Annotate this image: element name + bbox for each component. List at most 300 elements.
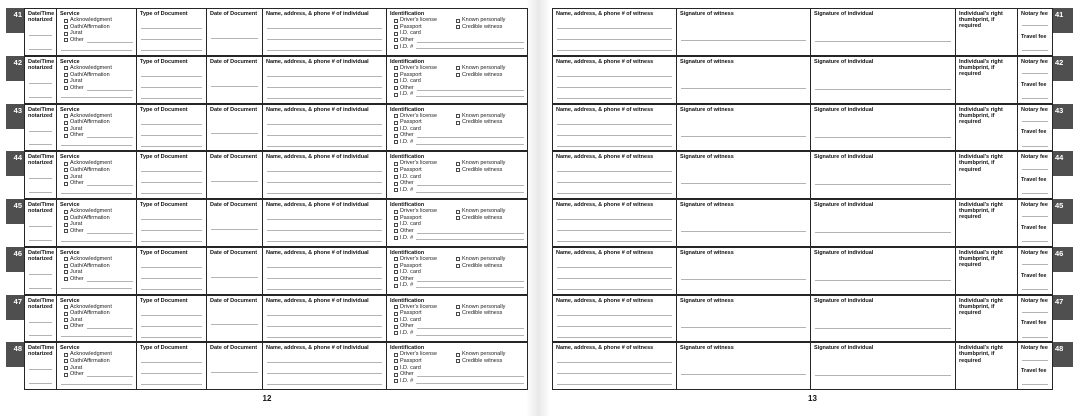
writing-line — [141, 124, 202, 125]
date-of-document-label: Date of Document — [210, 345, 258, 352]
checkbox-icon — [64, 25, 68, 29]
writing-line — [417, 372, 524, 377]
id-option-passport: Passport — [387, 263, 449, 270]
checkbox-icon — [394, 379, 398, 383]
thumbprint-cell — [956, 296, 1018, 342]
checkbox-icon — [394, 216, 398, 220]
id-option-id-card: I.D. card — [387, 269, 527, 276]
writing-line — [29, 383, 52, 384]
notary-fee-label: Notary fee — [1021, 106, 1048, 113]
row-number-badge: 45 — [6, 199, 24, 224]
date-of-document-cell — [207, 200, 263, 246]
checkbox-icon — [64, 366, 68, 370]
date-of-document-label: Date of Document — [210, 202, 258, 208]
signature-of-witness-cell — [677, 343, 811, 389]
date-of-document-label: Date of Document — [210, 297, 258, 304]
id-option-id-card: I.D. card — [387, 365, 527, 372]
journal-entry-row — [6, 8, 528, 56]
type-of-document-label: Type of Document — [140, 154, 188, 161]
checkbox-icon — [456, 114, 460, 118]
date-of-document-cell — [207, 296, 263, 342]
service-option-acknowledgment: Acknowledgment — [57, 208, 136, 215]
datetime-notarized-label: Date/Time notarized — [28, 297, 55, 310]
writing-line — [267, 182, 382, 183]
checkbox-icon — [456, 121, 460, 125]
individual-info-cell — [263, 248, 387, 294]
service-option-jurat: Jurat — [57, 30, 136, 37]
signature-of-individual-cell — [811, 105, 956, 151]
writing-line — [87, 86, 133, 91]
row-number-badge: 42 — [1053, 56, 1073, 81]
signature-of-witness-cell — [677, 200, 811, 246]
checkbox-icon — [64, 257, 68, 261]
signature-line — [815, 184, 951, 185]
individual-info-label: Name, address, & phone # of individual — [266, 106, 369, 113]
checkbox-icon — [456, 353, 460, 357]
witness-info-cell — [553, 248, 677, 294]
signature-of-witness-label: Signature of witness — [680, 297, 734, 304]
signature-of-witness-cell — [677, 248, 811, 294]
identification-options-row — [387, 263, 527, 270]
row-number-badge: 47 — [6, 295, 24, 320]
checkbox-icon — [394, 359, 398, 363]
writing-line — [29, 274, 52, 275]
writing-line — [1022, 50, 1048, 51]
fees-cell — [1018, 296, 1052, 342]
id-option-drivers-license: Driver's license — [387, 17, 449, 24]
id-option-id-card: I.D. card — [387, 30, 527, 37]
service-option-acknowledgment: Acknowledgment — [57, 256, 136, 263]
type-of-document-label: Type of Document — [140, 345, 188, 352]
id-option-known-personally: Known personally — [449, 65, 527, 72]
date-of-document-cell — [207, 9, 263, 55]
journal-entry-row — [552, 151, 1073, 199]
writing-line — [417, 86, 524, 91]
writing-line — [141, 289, 202, 290]
witness-info-label: Name, address, & phone # of witness — [556, 249, 654, 256]
fees-cell — [1018, 9, 1052, 55]
writing-line — [87, 229, 133, 234]
thumbprint-cell — [956, 105, 1018, 151]
checkbox-icon — [394, 331, 398, 335]
writing-line — [141, 337, 202, 338]
datetime-notarized-label: Date/Time notarized — [28, 249, 55, 262]
signature-line — [681, 136, 806, 137]
writing-line — [87, 133, 133, 138]
writing-line — [141, 50, 202, 51]
checkbox-icon — [394, 284, 398, 288]
journal-entry-row — [6, 104, 528, 152]
id-option-known-personally: Known personally — [449, 113, 527, 120]
checkbox-icon — [394, 127, 398, 131]
writing-line — [267, 39, 382, 40]
witness-info-label: Name, address, & phone # of witness — [556, 202, 654, 208]
identification-options-row — [387, 215, 527, 222]
writing-line — [61, 50, 132, 51]
writing-line — [1022, 121, 1048, 122]
writing-line — [416, 140, 524, 145]
writing-line — [557, 384, 672, 385]
datetime-notarized-cell — [25, 200, 57, 246]
type-of-document-cell — [137, 343, 207, 389]
signature-line — [815, 137, 951, 138]
service-cell — [57, 296, 137, 342]
entry-cells — [24, 56, 528, 104]
checkbox-icon — [64, 182, 68, 186]
writing-line — [267, 98, 382, 99]
datetime-notarized-cell — [25, 296, 57, 342]
writing-line — [1022, 169, 1048, 170]
identification-label: Identification — [390, 11, 425, 17]
signature-of-witness-label: Signature of witness — [680, 154, 734, 161]
writing-line — [416, 379, 524, 384]
writing-line — [211, 229, 258, 230]
individual-info-label: Name, address, & phone # of individual — [266, 297, 369, 304]
writing-line — [557, 326, 672, 327]
checkbox-icon — [394, 25, 398, 29]
type-of-document-cell — [137, 57, 207, 103]
checkbox-icon — [394, 257, 398, 261]
writing-line — [267, 135, 382, 136]
writing-line — [557, 278, 672, 279]
witness-info-cell — [553, 57, 677, 103]
writing-line — [267, 315, 382, 316]
service-label: Service — [60, 154, 80, 161]
id-option-drivers-license: Driver's license — [387, 304, 449, 311]
writing-line — [29, 369, 52, 370]
writing-line — [1022, 384, 1048, 385]
checkbox-icon — [394, 236, 398, 240]
notary-fee-label: Notary fee — [1021, 58, 1048, 65]
checkbox-icon — [64, 121, 68, 125]
writing-line — [29, 144, 52, 145]
service-option-other: Other — [57, 132, 136, 139]
row-number-column — [1053, 104, 1073, 152]
checkbox-icon — [394, 264, 398, 268]
identification-label: Identification — [390, 345, 425, 352]
service-option-acknowledgment: Acknowledgment — [57, 160, 136, 167]
identification-label: Identification — [390, 58, 425, 65]
row-number-column — [6, 247, 24, 295]
identification-cell — [387, 343, 527, 389]
identification-cell — [387, 9, 527, 55]
entry-cells — [552, 104, 1053, 152]
writing-line — [557, 362, 672, 363]
date-of-document-cell — [207, 57, 263, 103]
checkbox-icon — [394, 19, 398, 23]
service-option-acknowledgment: Acknowledgment — [57, 351, 136, 358]
writing-line — [87, 38, 133, 43]
date-of-document-label: Date of Document — [210, 106, 258, 113]
row-number-badge: 45 — [1053, 199, 1073, 224]
row-number-badge: 44 — [1053, 151, 1073, 176]
type-of-document-label: Type of Document — [140, 58, 188, 65]
signature-of-witness-label: Signature of witness — [680, 202, 734, 208]
row-number-column — [1053, 295, 1073, 343]
identification-label: Identification — [390, 297, 425, 304]
checkbox-icon — [394, 182, 398, 186]
checkbox-icon — [394, 79, 398, 83]
checkbox-icon — [394, 140, 398, 144]
checkbox-icon — [456, 312, 460, 316]
signature-line — [815, 89, 951, 90]
checkbox-icon — [64, 264, 68, 268]
individual-info-label: Name, address, & phone # of individual — [266, 58, 369, 65]
id-option-id-card: I.D. card — [387, 317, 527, 324]
writing-line — [29, 322, 52, 323]
signature-of-individual-label: Signature of individual — [814, 58, 874, 65]
id-option-passport: Passport — [387, 24, 449, 31]
datetime-notarized-label: Date/Time notarized — [28, 106, 55, 119]
writing-line — [29, 131, 52, 132]
journal-entry-row — [6, 295, 528, 343]
identification-options-row — [387, 24, 527, 31]
fees-cell — [1018, 200, 1052, 246]
writing-line — [61, 145, 132, 146]
travel-fee-label: Travel fee — [1021, 81, 1047, 88]
service-cell — [57, 343, 137, 389]
id-option-id-number: I.D. # — [387, 139, 527, 146]
writing-line — [417, 38, 524, 43]
writing-line — [557, 171, 672, 172]
service-option-other: Other — [57, 37, 136, 44]
checkbox-icon — [64, 114, 68, 118]
writing-line — [267, 146, 382, 147]
id-option-id-number: I.D. # — [387, 378, 527, 385]
checkbox-icon — [394, 366, 398, 370]
service-option-acknowledgment: Acknowledgment — [57, 17, 136, 24]
id-option-drivers-license: Driver's license — [387, 160, 449, 167]
writing-line — [267, 193, 382, 194]
thumbprint-label: Individual's right thumbprint, if required — [959, 297, 1003, 316]
checkbox-icon — [394, 210, 398, 214]
entry-cells — [24, 199, 528, 247]
type-of-document-cell — [137, 9, 207, 55]
datetime-notarized-cell — [25, 9, 57, 55]
signature-line — [815, 328, 951, 329]
writing-line — [87, 372, 133, 377]
fees-cell — [1018, 152, 1052, 198]
identification-options-row — [387, 310, 527, 317]
service-option-oath-affirmation: Oath/Affirmation — [57, 215, 136, 222]
writing-line — [1022, 216, 1048, 217]
writing-line — [267, 230, 382, 231]
row-number-column — [1053, 342, 1073, 390]
writing-line — [267, 384, 382, 385]
identification-cell — [387, 248, 527, 294]
service-option-oath-affirmation: Oath/Affirmation — [57, 167, 136, 174]
writing-line — [267, 289, 382, 290]
writing-line — [141, 230, 202, 231]
signature-of-witness-label: Signature of witness — [680, 345, 734, 352]
checkbox-icon — [456, 257, 460, 261]
id-option-id-card: I.D. card — [387, 78, 527, 85]
witness-info-cell — [553, 105, 677, 151]
entry-cells — [24, 151, 528, 199]
checkbox-icon — [394, 162, 398, 166]
witness-info-cell — [553, 296, 677, 342]
signature-of-individual-label: Signature of individual — [814, 106, 874, 113]
travel-fee-label: Travel fee — [1021, 224, 1047, 231]
writing-line — [211, 181, 258, 182]
row-number-badge: 46 — [1053, 247, 1073, 272]
checkbox-icon — [394, 38, 398, 42]
journal-entry-row — [6, 56, 528, 104]
id-option-id-number: I.D. # — [387, 187, 527, 194]
witness-info-label: Name, address, & phone # of witness — [556, 345, 654, 352]
thumbprint-cell — [956, 200, 1018, 246]
checkbox-icon — [64, 210, 68, 214]
signature-of-witness-cell — [677, 57, 811, 103]
signature-of-witness-label: Signature of witness — [680, 106, 734, 113]
service-option-oath-affirmation: Oath/Affirmation — [57, 119, 136, 126]
writing-line — [1022, 193, 1048, 194]
individual-info-cell — [263, 152, 387, 198]
checkbox-icon — [64, 270, 68, 274]
writing-line — [61, 384, 132, 385]
writing-line — [211, 38, 258, 39]
writing-line — [267, 87, 382, 88]
date-of-document-cell — [207, 248, 263, 294]
signature-of-individual-label: Signature of individual — [814, 154, 874, 161]
entry-cells — [552, 199, 1053, 247]
signature-of-individual-cell — [811, 343, 956, 389]
identification-options-row — [387, 208, 527, 215]
witness-info-label: Name, address, & phone # of witness — [556, 106, 654, 113]
identification-cell — [387, 105, 527, 151]
witness-info-cell — [553, 152, 677, 198]
identification-options-row — [387, 65, 527, 72]
notary-fee-label: Notary fee — [1021, 154, 1048, 161]
row-number-column — [1053, 8, 1073, 56]
signature-of-individual-cell — [811, 57, 956, 103]
fees-cell — [1018, 105, 1052, 151]
witness-info-cell — [553, 9, 677, 55]
checkbox-icon — [456, 73, 460, 77]
signature-of-witness-label: Signature of witness — [680, 11, 734, 17]
identification-options-row — [387, 113, 527, 120]
individual-info-label: Name, address, & phone # of individual — [266, 11, 369, 17]
type-of-document-cell — [137, 105, 207, 151]
checkbox-icon — [394, 277, 398, 281]
identification-cell — [387, 152, 527, 198]
date-of-document-label: Date of Document — [210, 154, 258, 161]
type-of-document-cell — [137, 296, 207, 342]
service-cell — [57, 200, 137, 246]
writing-line — [141, 219, 202, 220]
id-option-drivers-license: Driver's license — [387, 208, 449, 215]
left-page — [6, 8, 528, 403]
service-option-other: Other — [57, 371, 136, 378]
service-option-jurat: Jurat — [57, 126, 136, 133]
journal-entry-row — [552, 295, 1073, 343]
writing-line — [1022, 146, 1048, 147]
signature-of-individual-label: Signature of individual — [814, 249, 874, 256]
signature-of-witness-cell — [677, 105, 811, 151]
date-of-document-cell — [207, 152, 263, 198]
service-option-jurat: Jurat — [57, 317, 136, 324]
writing-line — [267, 219, 382, 220]
service-option-oath-affirmation: Oath/Affirmation — [57, 358, 136, 365]
checkbox-icon — [394, 73, 398, 77]
identification-label: Identification — [390, 249, 425, 256]
checkbox-icon — [456, 19, 460, 23]
fees-cell — [1018, 343, 1052, 389]
service-cell — [57, 248, 137, 294]
checkbox-icon — [64, 353, 68, 357]
checkbox-icon — [64, 38, 68, 42]
checkbox-icon — [394, 32, 398, 36]
thumbprint-cell — [956, 9, 1018, 55]
notary-fee-label: Notary fee — [1021, 345, 1048, 352]
service-label: Service — [60, 249, 80, 256]
entry-cells — [552, 151, 1053, 199]
signature-line — [681, 40, 806, 41]
identification-options-row — [387, 119, 527, 126]
left-page-number: 12 — [262, 394, 272, 403]
writing-line — [87, 181, 133, 186]
writing-line — [557, 289, 672, 290]
row-number-badge: 48 — [1053, 342, 1073, 367]
checkbox-icon — [456, 210, 460, 214]
id-option-id-card: I.D. card — [387, 221, 527, 228]
fees-cell — [1018, 57, 1052, 103]
id-option-other: Other — [387, 180, 527, 187]
notary-fee-label: Notary fee — [1021, 202, 1048, 208]
checkbox-icon — [394, 86, 398, 90]
service-option-oath-affirmation: Oath/Affirmation — [57, 310, 136, 317]
individual-info-cell — [263, 9, 387, 55]
identification-options-row — [387, 160, 527, 167]
id-option-known-personally: Known personally — [449, 17, 527, 24]
service-option-jurat: Jurat — [57, 269, 136, 276]
notary-fee-label: Notary fee — [1021, 297, 1048, 304]
writing-line — [267, 326, 382, 327]
id-option-id-card: I.D. card — [387, 174, 527, 181]
checkbox-icon — [64, 32, 68, 36]
service-option-oath-affirmation: Oath/Affirmation — [57, 72, 136, 79]
writing-line — [1022, 73, 1048, 74]
witness-info-cell — [553, 343, 677, 389]
writing-line — [557, 124, 672, 125]
entry-cells — [24, 342, 528, 390]
id-option-other: Other — [387, 371, 527, 378]
id-option-credible-witness: Credible witness — [449, 358, 527, 365]
writing-line — [557, 87, 672, 88]
journal-entry-row — [6, 199, 528, 247]
writing-line — [141, 326, 202, 327]
writing-line — [1022, 360, 1048, 361]
id-option-credible-witness: Credible witness — [449, 119, 527, 126]
writing-line — [557, 230, 672, 231]
service-option-acknowledgment: Acknowledgment — [57, 113, 136, 120]
type-of-document-cell — [137, 248, 207, 294]
travel-fee-label: Travel fee — [1021, 177, 1047, 184]
individual-info-label: Name, address, & phone # of individual — [266, 154, 369, 161]
travel-fee-label: Travel fee — [1021, 129, 1047, 136]
row-number-column — [6, 56, 24, 104]
writing-line — [267, 362, 382, 363]
writing-line — [417, 324, 524, 329]
writing-line — [29, 49, 52, 50]
writing-line — [416, 92, 524, 97]
signature-of-witness-cell — [677, 296, 811, 342]
id-option-id-number: I.D. # — [387, 91, 527, 98]
row-number-column — [6, 199, 24, 247]
checkbox-icon — [64, 318, 68, 322]
service-cell — [57, 9, 137, 55]
service-option-jurat: Jurat — [57, 221, 136, 228]
